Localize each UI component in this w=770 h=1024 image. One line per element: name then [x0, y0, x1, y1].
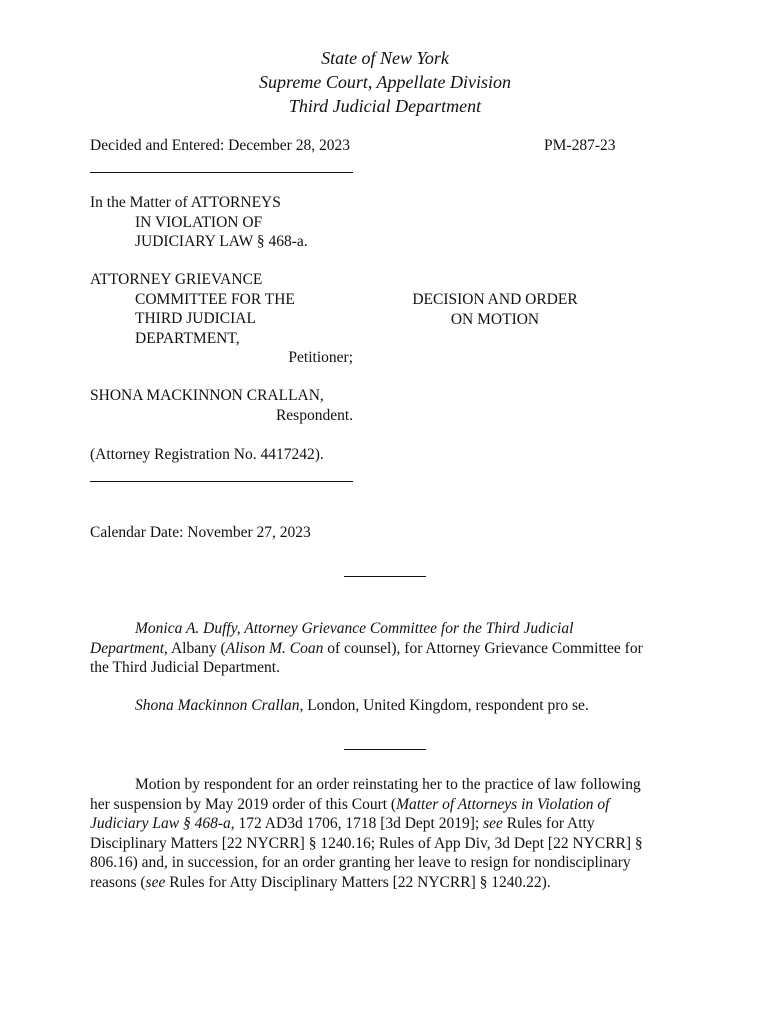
motion-line-3 — [90, 814, 700, 834]
decision-line-1: DECISION AND ORDER — [412, 291, 578, 308]
court-header — [0, 46, 770, 118]
motion-l3a: Judiciary Law § 468-a — [90, 815, 231, 832]
attorney-registration: (Attorney Registration No. 4417242). — [90, 446, 324, 463]
counsel-of-counsel: Alison M. Coan — [225, 639, 324, 657]
header-state: State of New York — [321, 48, 449, 68]
respondent-pro-se-name: Shona Mackinnon Crallan — [135, 697, 300, 714]
motion-l6a: reasons ( — [90, 873, 146, 891]
matter-line-1: In the Matter of ATTORNEYS — [90, 194, 281, 211]
counsel-org-2: Department — [90, 639, 165, 657]
caption-top-rule — [90, 172, 353, 173]
petitioner-caption — [90, 270, 353, 368]
counsel-line-1 — [90, 619, 690, 639]
petitioner-line-3: THIRD JUDICIAL — [135, 310, 256, 327]
section-divider-1 — [344, 576, 426, 577]
counsel-line-2 — [90, 639, 690, 659]
motion-line-1: Motion by respondent for an order reinstating her to the practice of law following — [135, 776, 641, 793]
petitioner-line-2: COMMITTEE FOR THE — [135, 290, 295, 308]
counsel-respondent — [90, 696, 690, 716]
header-court: Supreme Court, Appellate Division — [259, 72, 511, 92]
motion-l2a: her suspension by May 2019 order of this Court ( — [90, 795, 397, 813]
counsel-rest: of counsel), for Attorney Grievance Committee for — [323, 639, 643, 657]
counsel-name: Monica A. Duffy — [135, 620, 237, 637]
counsel-org: Attorney Grievance Committee for the Third Judicial — [244, 620, 574, 637]
caption-bottom-rule — [90, 481, 353, 482]
matter-line-3: JUDICIARY LAW § 468-a. — [135, 233, 308, 250]
respondent-role: Respondent. — [275, 406, 353, 424]
respondent-name: SHONA MACKINNON CRALLAN, — [90, 387, 324, 404]
matter-line-2: IN VIOLATION OF — [135, 213, 263, 231]
motion-l3d: Rules for Atty — [502, 815, 595, 832]
petitioner-line-4: DEPARTMENT, — [135, 329, 240, 347]
motion-l6b: see — [145, 873, 166, 891]
section-divider-2 — [344, 749, 426, 750]
motion-l2b: Matter of Attorneys in Violation of — [396, 795, 610, 813]
counsel-rest-2: the Third Judicial Department. — [90, 659, 280, 676]
motion-l3b: , 172 AD3d 1706, 1718 [3d Dept 2019]; — [230, 815, 484, 832]
decided-date: Decided and Entered: December 28, 2023 — [90, 137, 350, 154]
counsel-petitioner — [90, 619, 690, 678]
motion-l6c: Rules for Atty Disciplinary Matters [22 NYCRR] § 1240.22). — [165, 873, 551, 891]
motion-l3c: see — [483, 815, 503, 832]
decision-title — [400, 290, 590, 329]
matter-caption — [90, 193, 390, 252]
petitioner-line-1: ATTORNEY GRIEVANCE — [90, 271, 263, 288]
case-number: PM-287-23 — [544, 137, 616, 154]
motion-line-6 — [90, 873, 700, 893]
respondent-pro-se-rest: , London, United Kingdom, respondent pro se. — [299, 697, 589, 714]
counsel-mid: , Albany ( — [164, 639, 226, 657]
motion-paragraph — [90, 775, 700, 892]
header-department: Third Judicial Department — [288, 96, 482, 116]
respondent-caption — [90, 386, 353, 425]
motion-line-2 — [90, 795, 700, 815]
calendar-date: Calendar Date: November 27, 2023 — [90, 524, 311, 541]
motion-line-4: Disciplinary Matters [22 NYCRR] § 1240.16; Rules of App Div, 3d Dept [22 NYCRR] § — [90, 834, 643, 852]
petitioner-role: Petitioner; — [288, 349, 353, 366]
motion-line-5: 806.16) and, in succession, for an order granting her leave to resign for nondisciplinary — [90, 854, 631, 871]
respondent-counsel-line — [90, 696, 690, 716]
counsel-sep: , — [236, 620, 245, 637]
decision-line-2: ON MOTION — [450, 310, 540, 328]
